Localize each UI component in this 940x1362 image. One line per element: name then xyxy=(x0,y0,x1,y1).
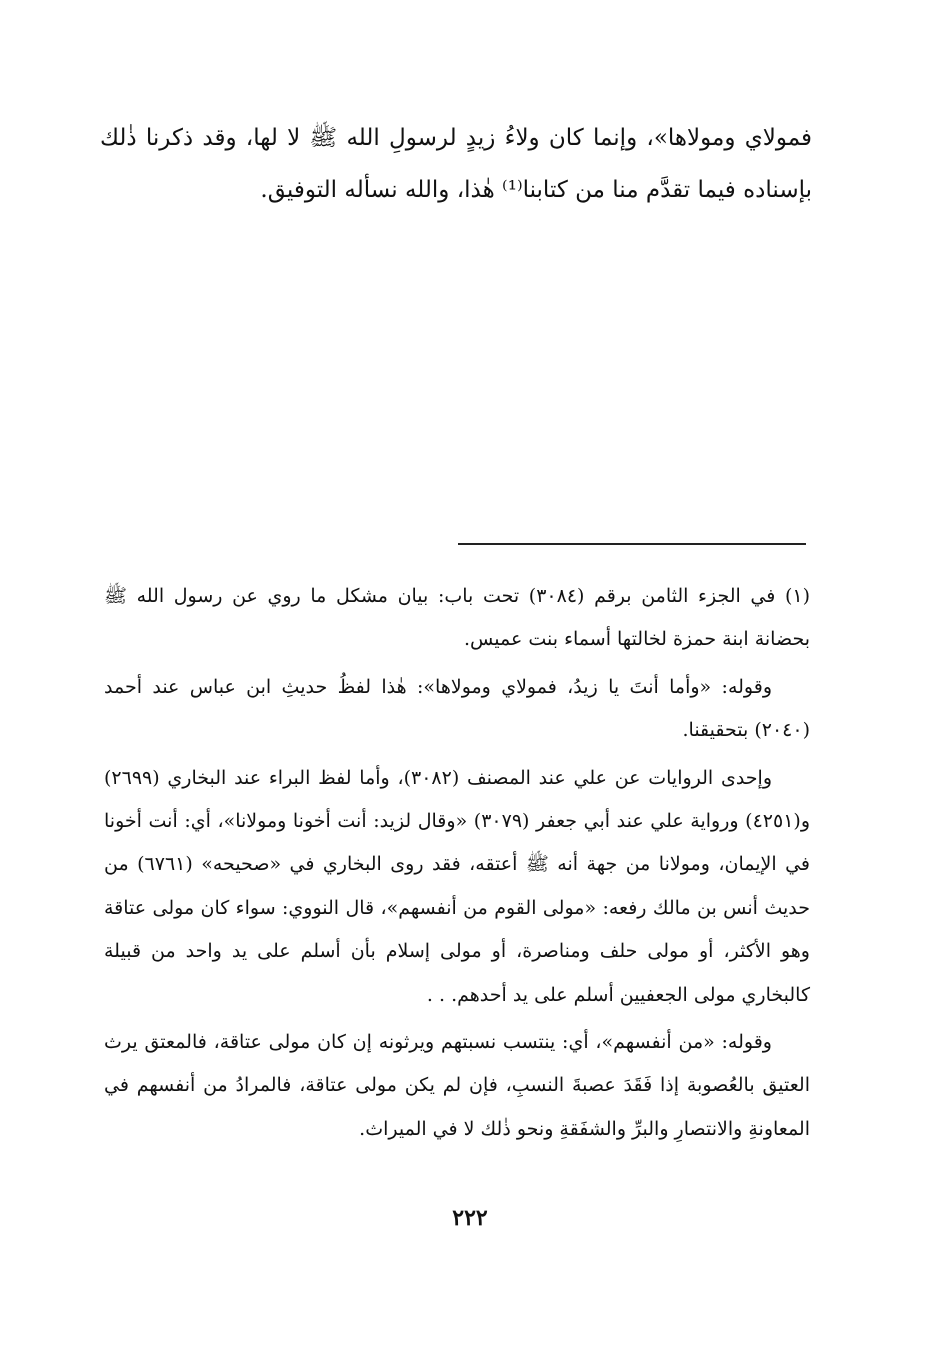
page-number: ٢٢٢ xyxy=(452,1205,488,1231)
footnote-1: (١) في الجزء الثامن برقم (٣٠٨٤) تحت باب: بيان مشكل ما روي عن رسول الله ﷺ بحضانة ابنة حمزة لخالتها أسماء بنت عميس. xyxy=(104,585,811,651)
footnote-paragraph-min-anfusihim: وقوله: «من أنفسهم»، أي: ينتسب نسبتهم ويرثونه إن كان مولى عتاقة، فالمعتق يرث العتيق بالعُصوبة إذا فَقَدَ عصبةَ النسبِ، فإن لم يكن مولى عتاقة، فالمرادُ من أنفسهم في المعاونةِ والانتصارِ والبرِّ والشفَقةِ ونحو ذٰلك لا في الميراث. xyxy=(104,1031,810,1140)
footnotes-block xyxy=(104,575,810,1155)
footnote-paragraph-riwayat: وإحدى الروايات عن علي عند المصنف (٣٠٨٢)، وأما لفظ البراء عند البخاري (٢٦٩٩) و(٤٢٥١) ورواية علي عند أبي جعفر (٣٠٧٩) «وقال لزيد: أنت أخونا ومولانا»، أي: أنت أخونا في الإيمان، ومولانا من جهة أنه ﷺ أعتقه، فقد روى البخاري في «صحيحه» (٦٧٦١) من حديث أنس بن مالك رفعه: «مولى القوم من أنفسهم»، قال النووي: سواء كان مولى عتاقة وهو الأكثر، أو مولى حلف ومناصرة، أو مولى إسلام بأن أسلم على يد واحد من قبيلة كالبخاري مولى الجعفيين أسلم على يد أحدهم. . . xyxy=(104,766,811,1006)
main-paragraph: فمولاي ومولاها»، وإنما كان ولاءُ زيدٍ لرسولِ الله ﷺ لا لها، وقد ذكرنا ذٰلك بإسناده فيما تقدَّم منا من كتابنا⁽¹⁾ هٰذا، والله نسأله التوفيق. xyxy=(100,125,812,203)
footnote-paragraph-ibn-abbas: وقوله: «وأما أنتَ يا زيدُ، فمولاي ومولاها»: هٰذا لفظُ حديثِ ابن عباس عند أحمد (٢٠٤٠) بتحقيقنا. xyxy=(104,675,810,742)
footnote-separator xyxy=(458,543,806,545)
main-text-block xyxy=(100,112,812,216)
